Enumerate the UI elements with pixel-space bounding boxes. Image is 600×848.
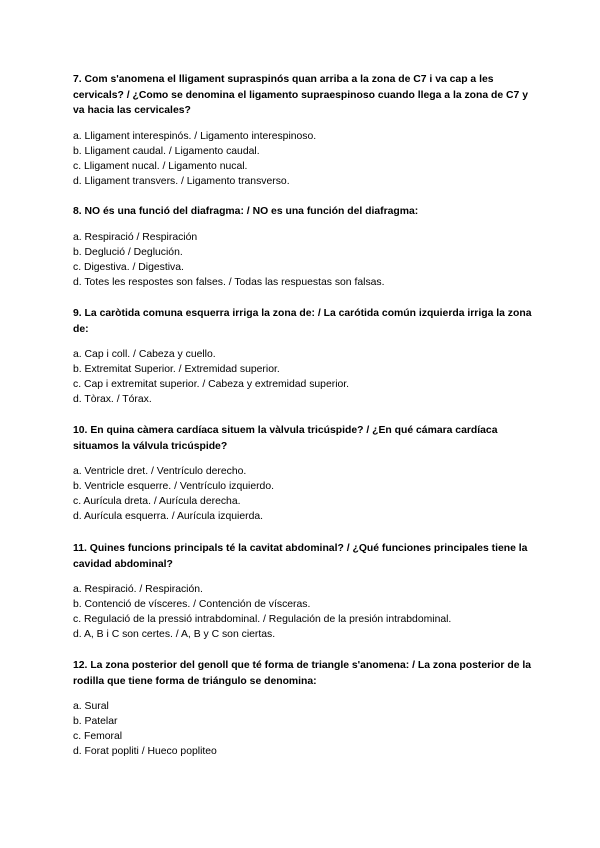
question-text: 9. La caròtida comuna esquerra irriga la zona de: / La carótida común izquierda irriga la zona de: bbox=[73, 308, 532, 335]
answer-option-c: c. Digestiva. / Digestiva. bbox=[73, 261, 184, 273]
answer-options bbox=[73, 129, 535, 189]
answer-option-d: d. Totes les respostes son falses. / Todas las respuestas son falsas. bbox=[73, 276, 385, 288]
answer-options bbox=[73, 464, 535, 524]
question-9 bbox=[73, 306, 535, 407]
answer-option-d: d. Forat popliti / Hueco popliteo bbox=[73, 746, 217, 757]
answer-option-b: b. Ventricle esquerre. / Ventrículo izquierdo. bbox=[73, 481, 274, 492]
answer-option-c: c. Cap i extremitat superior. / Cabeza y extremidad superior. bbox=[73, 379, 350, 390]
answer-options bbox=[73, 230, 535, 290]
answer-option-a: a. Lligament interespinós. / Ligamento interespinoso. bbox=[73, 130, 317, 142]
answer-option-b: b. Extremitat Superior. / Extremidad superior. bbox=[73, 364, 280, 375]
answer-option-c: c. Femoral bbox=[73, 731, 123, 742]
question-text: 8. NO és una funció del diafragma: / NO es una función del diafragma: bbox=[73, 206, 419, 217]
question-text: 10. En quina càmera cardíaca situem la vàlvula tricúspide? / ¿En qué cámara cardíaca situamos la válvula tricúspide? bbox=[73, 425, 498, 452]
answer-options bbox=[73, 347, 535, 407]
question-8 bbox=[73, 204, 535, 290]
answer-option-a: a. Ventricle dret. / Ventrículo derecho. bbox=[73, 466, 247, 477]
answer-option-d: d. Aurícula esquerra. / Aurícula izquierda. bbox=[73, 511, 264, 522]
answer-options bbox=[73, 582, 535, 642]
answer-option-d: d. Tòrax. / Tórax. bbox=[73, 394, 152, 405]
answer-option-c: c. Lligament nucal. / Ligamento nucal. bbox=[73, 160, 248, 172]
answer-option-b: b. Lligament caudal. / Ligamento caudal. bbox=[73, 145, 260, 157]
question-text: 11. Quines funcions principals té la cavitat abdominal? / ¿Qué funciones principales tiene la cavidad abdominal? bbox=[73, 543, 528, 570]
answer-options bbox=[73, 699, 535, 759]
answer-option-a: a. Respiració / Respiración bbox=[73, 231, 198, 243]
question-text: 7. Com s'anomena el lligament supraspinós quan arriba a la zona de C7 i va cap a les cervicals? / ¿Como se denomina el ligamento supraespinoso cuando llega a la zona de C7 y va hacia las cervicales? bbox=[73, 74, 529, 116]
answer-option-d: d. Lligament transvers. / Ligamento transverso. bbox=[73, 175, 290, 187]
question-10 bbox=[73, 423, 535, 524]
answer-option-a: a. Sural bbox=[73, 701, 109, 712]
answer-option-d: d. A, B i C son certes. / A, B y C son ciertas. bbox=[73, 629, 276, 640]
question-text: 12. La zona posterior del genoll que té forma de triangle s'anomena: / La zona posterior de la rodilla que tiene forma de triángulo se denomina: bbox=[73, 660, 532, 687]
question-7 bbox=[73, 72, 535, 189]
answer-option-a: a. Cap i coll. / Cabeza y cuello. bbox=[73, 349, 216, 360]
answer-option-b: b. Contenció de vísceres. / Contención de vísceras. bbox=[73, 599, 311, 610]
question-11 bbox=[73, 541, 535, 642]
answer-option-c: c. Aurícula dreta. / Aurícula derecha. bbox=[73, 496, 241, 507]
answer-option-b: b. Patelar bbox=[73, 716, 118, 727]
question-12 bbox=[73, 658, 535, 759]
answer-option-b: b. Deglució / Deglución. bbox=[73, 246, 183, 258]
answer-option-a: a. Respiració. / Respiración. bbox=[73, 584, 203, 595]
answer-option-c: c. Regulació de la pressió intrabdominal. / Regulación de la presión intrabdominal. bbox=[73, 614, 452, 625]
